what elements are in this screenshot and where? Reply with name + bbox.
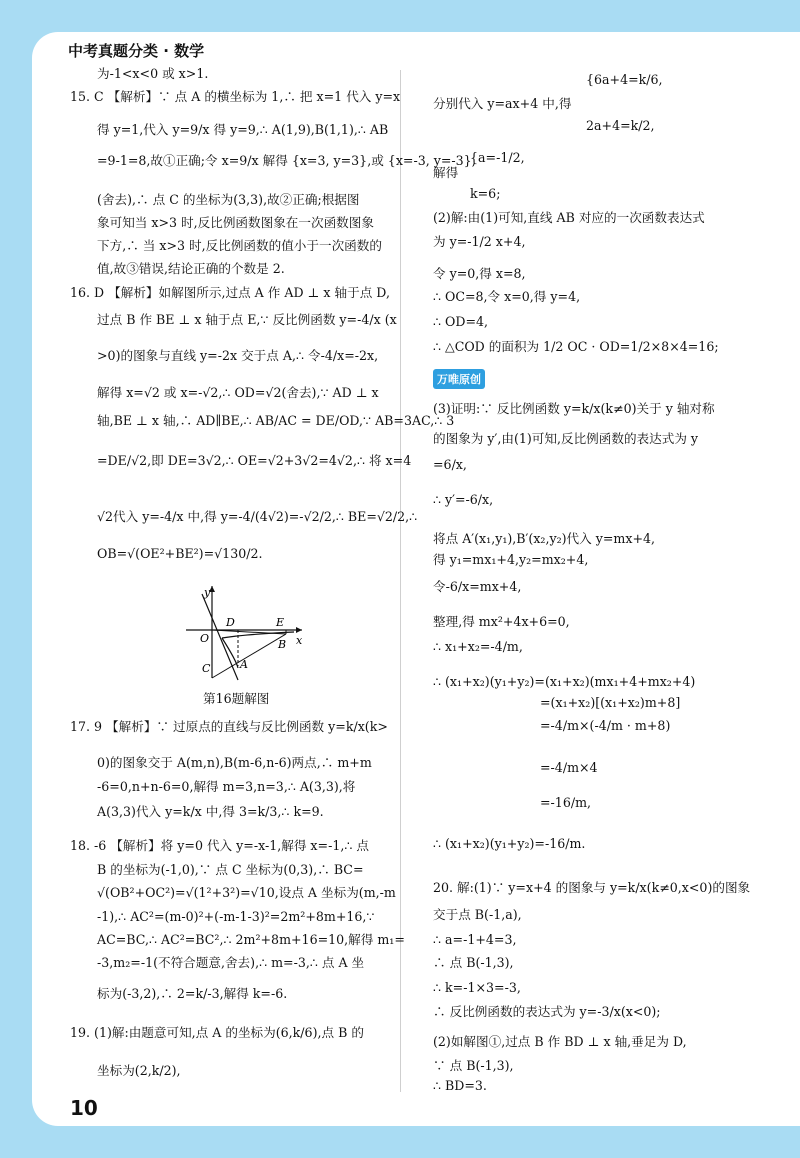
left-text-line: (舍去),∴ 点 C 的坐标为(3,3),故②正确;根据图 [97, 192, 360, 207]
left-text-line: -3,m₂=-1(不符合题意,舍去),∴ m=-3,∴ 点 A 坐 [97, 955, 365, 970]
right-text-line: ∴ a=-1+4=3, [433, 932, 517, 947]
label-d: D [226, 616, 235, 629]
right-text-line: 得 y₁=mx₁+4,y₂=mx₂+4, [433, 552, 589, 567]
left-text-line: √2代入 y=-4/x 中,得 y=-4/(4√2)=-√2/2,∴ BE=√2/2,∴ [97, 509, 418, 524]
right-text-line: ∴ k=-1×3=-3, [433, 980, 521, 995]
right-text-line: ∴ (x₁+x₂)(y₁+y₂)=-16/m. [433, 836, 586, 851]
label-y: y [204, 586, 211, 599]
left-text-line: 坐标为(2,k/2), [97, 1063, 181, 1078]
right-text-line: 的图象为 y′,由(1)可知,反比例函数的表达式为 y [433, 431, 699, 446]
right-text-line: 为 y=-1/2 x+4, [433, 234, 526, 249]
left-text-line: 16. D 【解析】如解图所示,过点 A 作 AD ⊥ x 轴于点 D, [70, 285, 390, 300]
right-text-line: ∴ (x₁+x₂)(y₁+y₂)=(x₁+x₂)(mx₁+4+mx₂+4) [433, 674, 696, 689]
left-text-line: 下方,∴ 当 x>3 时,反比例函数的值小于一次函数的 [97, 238, 382, 253]
label-c: C [202, 662, 211, 675]
left-text-line: 18. -6 【解析】将 y=0 代入 y=-x-1,解得 x=-1,∴ 点 [70, 838, 369, 853]
left-text-line: =DE/√2,即 DE=3√2,∴ OE=√2+3√2=4√2,∴ 将 x=4 [97, 453, 412, 468]
left-text-line: 15. C 【解析】∵ 点 A 的横坐标为 1,∴ 把 x=1 代入 y=x [70, 89, 401, 104]
left-text-line: 过点 B 作 BE ⊥ x 轴于点 E,∵ 反比例函数 y=-4/x (x [97, 312, 397, 327]
left-text-line: 得 y=1,代入 y=9/x 得 y=9,∴ A(1,9),B(1,1),∴ AB [97, 122, 389, 137]
original-content-badge: 万唯原创 [433, 369, 485, 389]
figure-caption: 第16题解图 [203, 691, 270, 706]
right-text-line: k=6; [470, 186, 501, 201]
left-text-line: 17. 9 【解析】∵ 过原点的直线与反比例函数 y=k/x(k> [70, 719, 388, 734]
left-text-line: =9-1=8,故①正确;令 x=9/x 解得 {x=3, y=3},或 {x=-3, y=-3}, [97, 153, 476, 168]
right-text-line: ∴ △COD 的面积为 1/2 OC · OD=1/2×8×4=16; [433, 339, 719, 354]
left-text-line: >0)的图象与直线 y=-2x 交于点 A,∴ 令-4/x=-2x, [97, 348, 379, 363]
right-text-line: ∴ y′=-6/x, [433, 492, 494, 507]
right-text-line: 整理,得 mx²+4x+6=0, [433, 614, 570, 629]
right-text-line: 分别代入 y=ax+4 中,得 [433, 96, 572, 111]
left-text-line: √(OB²+OC²)=√(1²+3²)=√10,设点 A 坐标为(m,-m [97, 885, 396, 900]
left-text-line: 19. (1)解:由题意可知,点 A 的坐标为(6,k/6),点 B 的 [70, 1025, 364, 1040]
left-text-line: 为-1<x<0 或 x>1. [97, 66, 209, 81]
label-x: x [296, 634, 303, 647]
right-text-line: =6/x, [433, 457, 467, 472]
right-text-line: (2)如解图①,过点 B 作 BD ⊥ x 轴,垂足为 D, [433, 1034, 687, 1049]
x-axis-arrow [296, 627, 302, 633]
left-text-line: 轴,BE ⊥ x 轴,∴ AD∥BE,∴ AB/AC = DE/OD,∵ AB=3AC,∴ 3 [97, 413, 455, 428]
left-text-line: 值,故③错误,结论正确的个数是 2. [97, 261, 285, 276]
left-text-line: -1),∴ AC²=(m-0)²+(-m-1-3)²=2m²+8m+16,∵ [97, 909, 375, 924]
right-text-line: {a=-1/2, [470, 150, 525, 165]
right-text-line: =-4/m×4 [540, 760, 598, 775]
right-text-line: =-4/m×(-4/m · m+8) [540, 718, 671, 733]
left-text-line: 解得 x=√2 或 x=-√2,∴ OD=√2(舍去),∵ AD ⊥ x [97, 385, 379, 400]
right-text-line: ∴ OD=4, [433, 314, 489, 329]
right-text-line: ∴ OC=8,令 x=0,得 y=4, [433, 289, 581, 304]
label-e: E [276, 616, 285, 629]
label-o: O [200, 632, 210, 645]
left-text-line: B 的坐标为(-1,0),∵ 点 C 坐标为(0,3),∴ BC= [97, 862, 364, 877]
right-text-line: 令 y=0,得 x=8, [433, 266, 526, 281]
right-text-line: ∴ x₁+x₂=-4/m, [433, 639, 523, 654]
label-a: A [240, 658, 248, 671]
right-text-line: 解得 [433, 165, 459, 180]
left-text-line: AC=BC,∴ AC²=BC²,∴ 2m²+8m+16=10,解得 m₁= [97, 932, 405, 947]
left-text-line: 0)的图象交于 A(m,n),B(m-6,n-6)两点,∴ m+m [97, 755, 372, 770]
right-text-line: 令-6/x=mx+4, [433, 579, 522, 594]
right-text-line: (2)解:由(1)可知,直线 AB 对应的一次函数表达式 [433, 210, 705, 225]
right-text-line: =-16/m, [540, 795, 592, 810]
left-text-line: OB=√(OE²+BE²)=√130/2. [97, 546, 263, 561]
right-text-line: =(x₁+x₂)[(x₁+x₂)m+8] [540, 695, 681, 710]
left-text-line: 象可知当 x>3 时,反比例函数图象在一次函数图象 [97, 215, 374, 230]
right-text-line: 2a+4=k/2, [586, 118, 655, 133]
label-b: B [278, 638, 287, 651]
right-text-line: (3)证明:∵ 反比例函数 y=k/x(k≠0)关于 y 轴对称 [433, 401, 715, 416]
right-text-line: 交于点 B(-1,a), [433, 907, 522, 922]
right-text-line: ∴ 反比例函数的表达式为 y=-3/x(x<0); [433, 1004, 661, 1019]
right-text-line: ∵ 点 B(-1,3), [433, 1058, 514, 1073]
right-text-line: {6a+4=k/6, [586, 72, 663, 87]
right-text-line: ∴ 点 B(-1,3), [433, 955, 514, 970]
right-text-line: ∴ BD=3. [433, 1078, 487, 1093]
page-header-title: 中考真题分类 · 数学 [68, 42, 205, 60]
page-number: 10 [70, 1096, 98, 1120]
figure-16-diagram [178, 582, 308, 682]
left-text-line: -6=0,n+n-6=0,解得 m=3,n=3,∴ A(3,3),将 [97, 779, 356, 794]
left-text-line: 标为(-3,2),∴ 2=k/-3,解得 k=-6. [97, 986, 288, 1001]
right-text-line: 将点 A′(x₁,y₁),B′(x₂,y₂)代入 y=mx+4, [433, 531, 656, 546]
left-text-line: A(3,3)代入 y=k/x 中,得 3=k/3,∴ k=9. [97, 804, 324, 819]
right-text-line: 20. 解:(1)∵ y=x+4 的图象与 y=k/x(k≠0,x<0)的图象 [433, 880, 751, 895]
